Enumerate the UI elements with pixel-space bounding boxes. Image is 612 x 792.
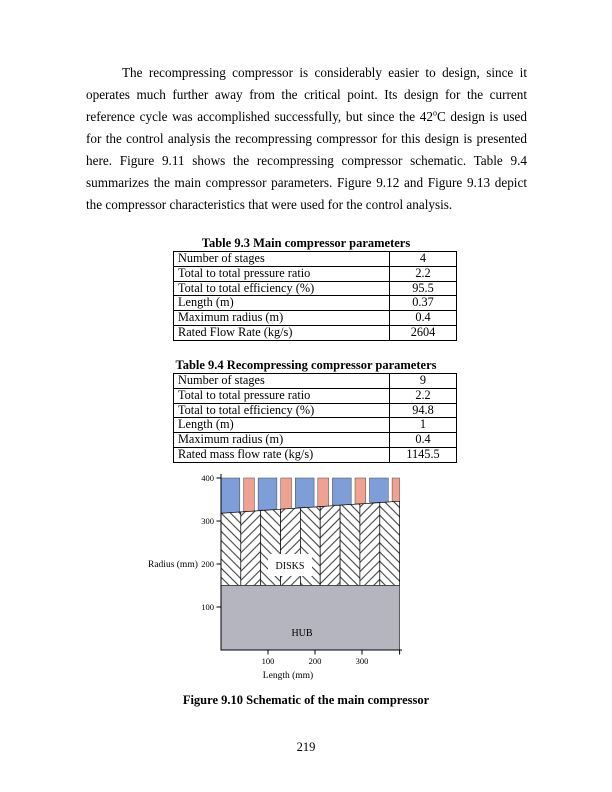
stator-blade	[355, 478, 366, 504]
y-axis-ticks	[217, 478, 222, 607]
y-tick-label: 300	[201, 516, 214, 526]
value-cell: 0.37	[390, 296, 457, 311]
value-cell: 1	[390, 418, 457, 433]
table-row	[174, 296, 457, 311]
x-axis-label: Length (mm)	[262, 671, 314, 681]
x-axis-ticks	[268, 650, 400, 655]
param-cell: Rated mass flow rate (kg/s)	[174, 447, 390, 462]
disk-band	[360, 503, 380, 586]
degree-superscript: o	[432, 108, 437, 118]
param-cell: Number of stages	[174, 374, 390, 389]
hub-region	[221, 586, 400, 651]
schematic-plot	[136, 460, 436, 690]
x-tick-label: 300	[355, 656, 369, 666]
param-cell: Maximum radius (m)	[174, 433, 390, 448]
disk-band	[320, 505, 340, 585]
x-tick-label: 100	[261, 656, 275, 666]
value-cell: 95.5	[390, 281, 457, 296]
param-cell: Total to total efficiency (%)	[174, 281, 390, 296]
y-tick-label: 100	[201, 602, 214, 612]
rotor-blade	[295, 478, 314, 508]
value-cell: 94.8	[390, 403, 457, 418]
table-row	[174, 403, 457, 418]
rotor-blade	[258, 478, 277, 510]
table-row	[174, 418, 457, 433]
param-cell: Total to total efficiency (%)	[174, 403, 390, 418]
param-cell: Total to total pressure ratio	[174, 388, 390, 403]
hub-label: HUB	[291, 628, 313, 639]
disk-band	[241, 511, 261, 586]
stator-blade	[281, 478, 292, 509]
stator-blade	[318, 478, 329, 507]
table-9-3	[173, 251, 457, 341]
table-row	[174, 325, 457, 340]
compressor-schematic-figure	[136, 460, 436, 690]
value-cell: 1145.5	[390, 447, 457, 462]
value-cell: 4	[390, 252, 457, 267]
paragraph-text: C design is used for the control analysis the recompressing compressor for this design is presented here. Figure 9.11 shows the recompressing compressor schematic. Table 9.4 summarizes the main compressor parameters. Figure 9.12 and Figure 9.13 depict the compressor characteristics that were used for the control analysis.	[86, 109, 527, 212]
rotor-blade	[332, 478, 351, 505]
y-axis-label: Radius (mm)	[148, 560, 198, 570]
stator-blade	[244, 478, 255, 512]
disk-band	[340, 504, 360, 586]
param-cell: Length (m)	[174, 418, 390, 433]
table-row	[174, 311, 457, 326]
disk-band	[221, 512, 241, 586]
param-cell: Number of stages	[174, 252, 390, 267]
table-row	[174, 252, 457, 267]
param-cell: Total to total pressure ratio	[174, 266, 390, 281]
rotor-blade	[221, 478, 240, 513]
table-row	[174, 266, 457, 281]
value-cell: 2604	[390, 325, 457, 340]
y-tick-label: 200	[201, 559, 214, 569]
table-row	[174, 281, 457, 296]
body-paragraph	[86, 62, 527, 216]
param-cell: Maximum radius (m)	[174, 311, 390, 326]
value-cell: 9	[390, 374, 457, 389]
table-9-3-title: Table 9.3 Main compressor parameters	[201, 236, 411, 250]
table-9-4	[173, 373, 457, 463]
table-row	[174, 374, 457, 389]
disk-band	[380, 501, 400, 585]
table-9-4-title: Table 9.4 Recompressing compressor parameters	[175, 358, 437, 372]
paragraph-text: The recompressing compressor is considerably easier to design, since it operates much further away from the critical point. Its design for the current reference cycle was accomplished successfully, but since the 42	[86, 65, 527, 124]
value-cell: 0.4	[390, 433, 457, 448]
page-number: 219	[296, 740, 316, 754]
rotor-blade	[370, 478, 389, 503]
figure-caption: Figure 9.10 Schematic of the main compressor	[182, 693, 430, 707]
value-cell: 2.2	[390, 388, 457, 403]
param-cell: Length (m)	[174, 296, 390, 311]
x-tick-label: 200	[308, 656, 322, 666]
y-tick-label: 400	[201, 473, 214, 483]
param-cell: Rated Flow Rate (kg/s)	[174, 325, 390, 340]
disks-label: DISKS	[275, 561, 305, 572]
table-row	[174, 388, 457, 403]
table-row	[174, 433, 457, 448]
stator-blade	[392, 478, 400, 502]
value-cell: 0.4	[390, 311, 457, 326]
value-cell: 2.2	[390, 266, 457, 281]
